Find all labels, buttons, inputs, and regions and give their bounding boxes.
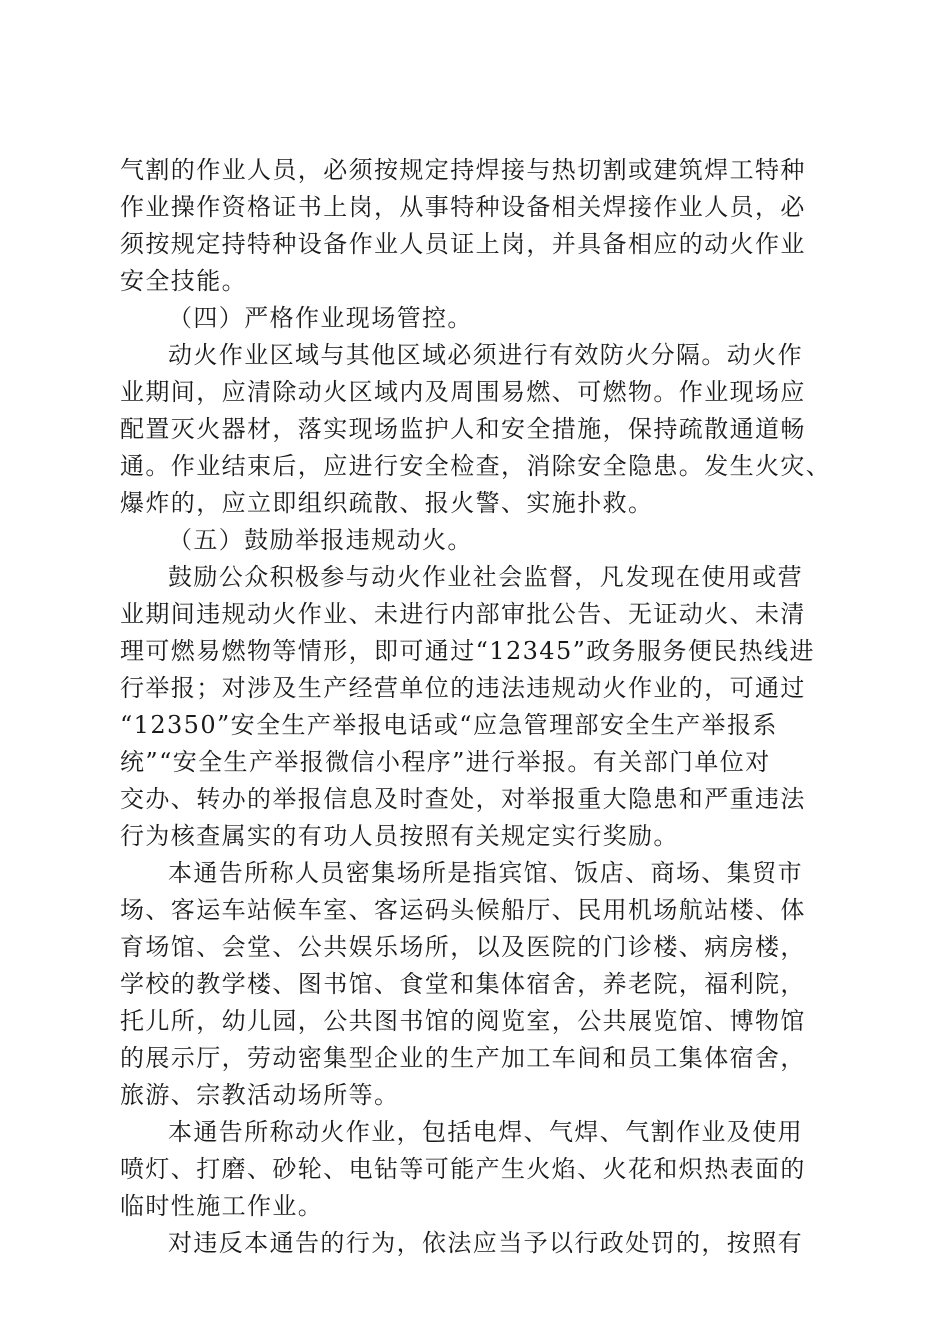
text-line: 行举报；对涉及生产经营单位的违法违规动火作业的，可通过 — [120, 674, 806, 702]
text-line: 喷灯、打磨、砂轮、电钻等可能产生火焰、火花和炽热表面的 — [120, 1155, 806, 1183]
text-line: 鼓励公众积极参与动火作业社会监督，凡发现在使用或营 — [168, 563, 803, 591]
text-line: 配置灭火器材，落实现场监护人和安全措施，保持疏散通道畅 — [120, 415, 806, 443]
text-line: 本通告所称人员密集场所是指宾馆、饭店、商场、集贸市 — [168, 859, 803, 887]
text-line: 托儿所，幼儿园，公共图书馆的阅览室，公共展览馆、博物馆 — [120, 1007, 806, 1035]
text-line: “12350”安全生产举报电话或“应急管理部安全生产举报系 — [120, 711, 778, 739]
text-line: 的展示厅，劳动密集型企业的生产加工车间和员工集体宿舍， — [120, 1044, 806, 1072]
text-line: 临时性施工作业。 — [120, 1192, 324, 1220]
text-line: 气割的作业人员，必须按规定持焊接与热切割或建筑焊工特种 — [120, 156, 806, 184]
text-line: 行为核查属实的有功人员按照有关规定实行奖励。 — [120, 822, 679, 850]
text-line: 交办、转办的举报信息及时查处，对举报重大隐患和严重违法 — [120, 785, 806, 813]
text-line: 统”“安全生产举报微信小程序”进行举报。有关部门单位对 — [120, 748, 771, 776]
text-line: 爆炸的，应立即组织疏散、报火警、实施扑救。 — [120, 489, 654, 517]
section-heading: （五）鼓励举报违规动火。 — [168, 526, 473, 554]
text-line: 本通告所称动火作业，包括电焊、气焊、气割作业及使用 — [168, 1118, 803, 1146]
section-heading: （四）严格作业现场管控。 — [168, 304, 473, 332]
text-line: 业期间，应清除动火区域内及周围易燃、可燃物。作业现场应 — [120, 378, 806, 406]
text-line: 育场馆、会堂、公共娱乐场所，以及医院的门诊楼、病房楼， — [120, 933, 806, 961]
text-line: 场、客运车站候车室、客运码头候船厅、民用机场航站楼、体 — [120, 896, 806, 924]
text-line: 通。作业结束后，应进行安全检查，消除安全隐患。发生火灾、 — [120, 452, 832, 480]
text-line: 作业操作资格证书上岗，从事特种设备相关焊接作业人员，必 — [120, 193, 806, 221]
text-line: 须按规定持特种设备作业人员证上岗，并具备相应的动火作业 — [120, 230, 806, 258]
text-line: 对违反本通告的行为，依法应当予以行政处罚的，按照有 — [168, 1229, 803, 1257]
text-line: 理可燃易燃物等情形，即可通过“12345”政务服务便民热线进 — [120, 637, 815, 665]
text-line: 安全技能。 — [120, 267, 247, 295]
text-line: 动火作业区域与其他区域必须进行有效防火分隔。动火作 — [168, 341, 803, 369]
text-line: 旅游、宗教活动场所等。 — [120, 1081, 400, 1109]
text-line: 业期间违规动火作业、未进行内部审批公告、无证动火、未清 — [120, 600, 806, 628]
text-line: 学校的教学楼、图书馆、食堂和集体宿舍，养老院，福利院， — [120, 970, 806, 998]
